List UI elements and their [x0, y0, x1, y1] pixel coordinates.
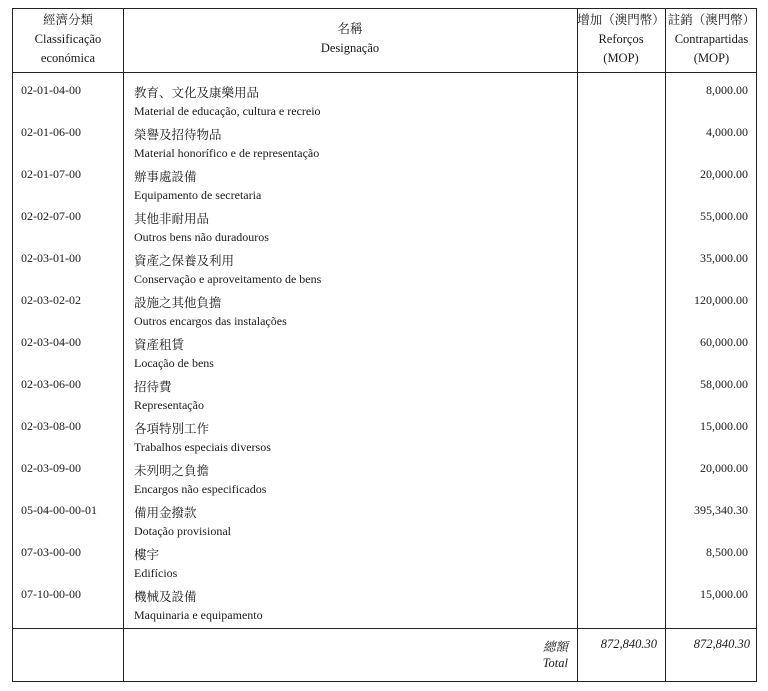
row-amount: 4,000.00	[706, 125, 748, 139]
row-code: 02-01-07-00	[21, 167, 81, 181]
row-name-zh: 機械及設備	[134, 590, 197, 604]
row-amount: 120,000.00	[694, 293, 748, 307]
row-name-pt: Dotação provisional	[134, 524, 231, 538]
total-label-zh: 總額	[542, 640, 568, 654]
column-divider	[665, 9, 666, 681]
row-name-zh: 招待費	[134, 380, 172, 394]
row-amount: 60,000.00	[700, 335, 748, 349]
row-name-zh: 未列明之負擔	[134, 464, 210, 478]
header-designation: 名稱 Designação	[320, 22, 380, 55]
row-amount: 8,500.00	[706, 545, 748, 559]
total-divider	[13, 628, 756, 629]
row-code: 05-04-00-00-01	[21, 503, 97, 517]
column-divider	[577, 9, 578, 681]
row-name-pt: Encargos não especificados	[134, 482, 267, 496]
header-reinforcement: 增加（澳門幣） Reforços (MOP)	[577, 13, 665, 65]
row-code: 02-03-08-00	[21, 419, 81, 433]
row-code: 02-03-04-00	[21, 335, 81, 349]
column-divider	[123, 9, 124, 681]
budget-table	[12, 8, 757, 682]
row-code: 02-01-04-00	[21, 83, 81, 97]
row-code: 02-03-01-00	[21, 251, 81, 265]
row-name-zh: 辦事處設備	[134, 170, 197, 184]
row-name-zh: 其他非耐用品	[134, 212, 210, 226]
row-name-pt: Conservação e aproveitamento de bens	[134, 272, 322, 286]
row-name-pt: Representação	[134, 398, 204, 412]
row-code: 07-10-00-00	[21, 587, 81, 601]
row-amount: 8,000.00	[706, 83, 748, 97]
row-name-zh: 資產租賃	[134, 338, 185, 352]
header-divider	[13, 72, 756, 73]
row-amount: 55,000.00	[700, 209, 748, 223]
row-name-pt: Outros encargos das instalações	[134, 314, 287, 328]
row-amount: 15,000.00	[700, 587, 748, 601]
row-name-zh: 榮譽及招待物品	[134, 128, 222, 142]
row-name-zh: 備用金撥款	[134, 506, 197, 520]
row-name-pt: Equipamento de secretaria	[134, 188, 262, 202]
row-name-pt: Material honorífico e de representação	[134, 146, 320, 160]
row-name-zh: 樓宇	[134, 548, 160, 562]
row-code: 02-03-06-00	[21, 377, 81, 391]
row-amount: 15,000.00	[700, 419, 748, 433]
row-name-pt: Trabalhos especiais diversos	[134, 440, 271, 454]
row-amount: 20,000.00	[700, 167, 748, 181]
header-counterpart: 註銷（澳門幣） Contrapartidas (MOP)	[667, 13, 756, 65]
total-reinforcement: 872,840.30	[600, 637, 657, 651]
row-code: 07-03-00-00	[21, 545, 81, 559]
row-amount: 35,000.00	[700, 251, 748, 265]
row-name-pt: Outros bens não duradouros	[134, 230, 269, 244]
row-name-zh: 資產之保養及利用	[134, 254, 235, 268]
row-name-zh: 各項特別工作	[134, 422, 210, 436]
row-amount: 395,340.30	[694, 503, 748, 517]
row-code: 02-02-07-00	[21, 209, 81, 223]
row-name-pt: Locação de bens	[134, 356, 214, 370]
row-name-zh: 設施之其他負擔	[134, 296, 222, 310]
row-code: 02-03-09-00	[21, 461, 81, 475]
total-counterpart: 872,840.30	[693, 637, 750, 651]
row-name-pt: Maquinaria e equipamento	[134, 608, 263, 622]
row-amount: 58,000.00	[700, 377, 748, 391]
row-amount: 20,000.00	[700, 461, 748, 475]
total-label-pt: Total	[542, 656, 568, 670]
row-code: 02-03-02-02	[21, 293, 81, 307]
row-name-pt: Material de educação, cultura e recreio	[134, 104, 321, 118]
row-name-pt: Edifícios	[134, 566, 178, 580]
row-code: 02-01-06-00	[21, 125, 81, 139]
row-name-zh: 教育、文化及康樂用品	[134, 86, 260, 100]
header-classification: 經濟分類 Classificação económica	[34, 13, 102, 65]
